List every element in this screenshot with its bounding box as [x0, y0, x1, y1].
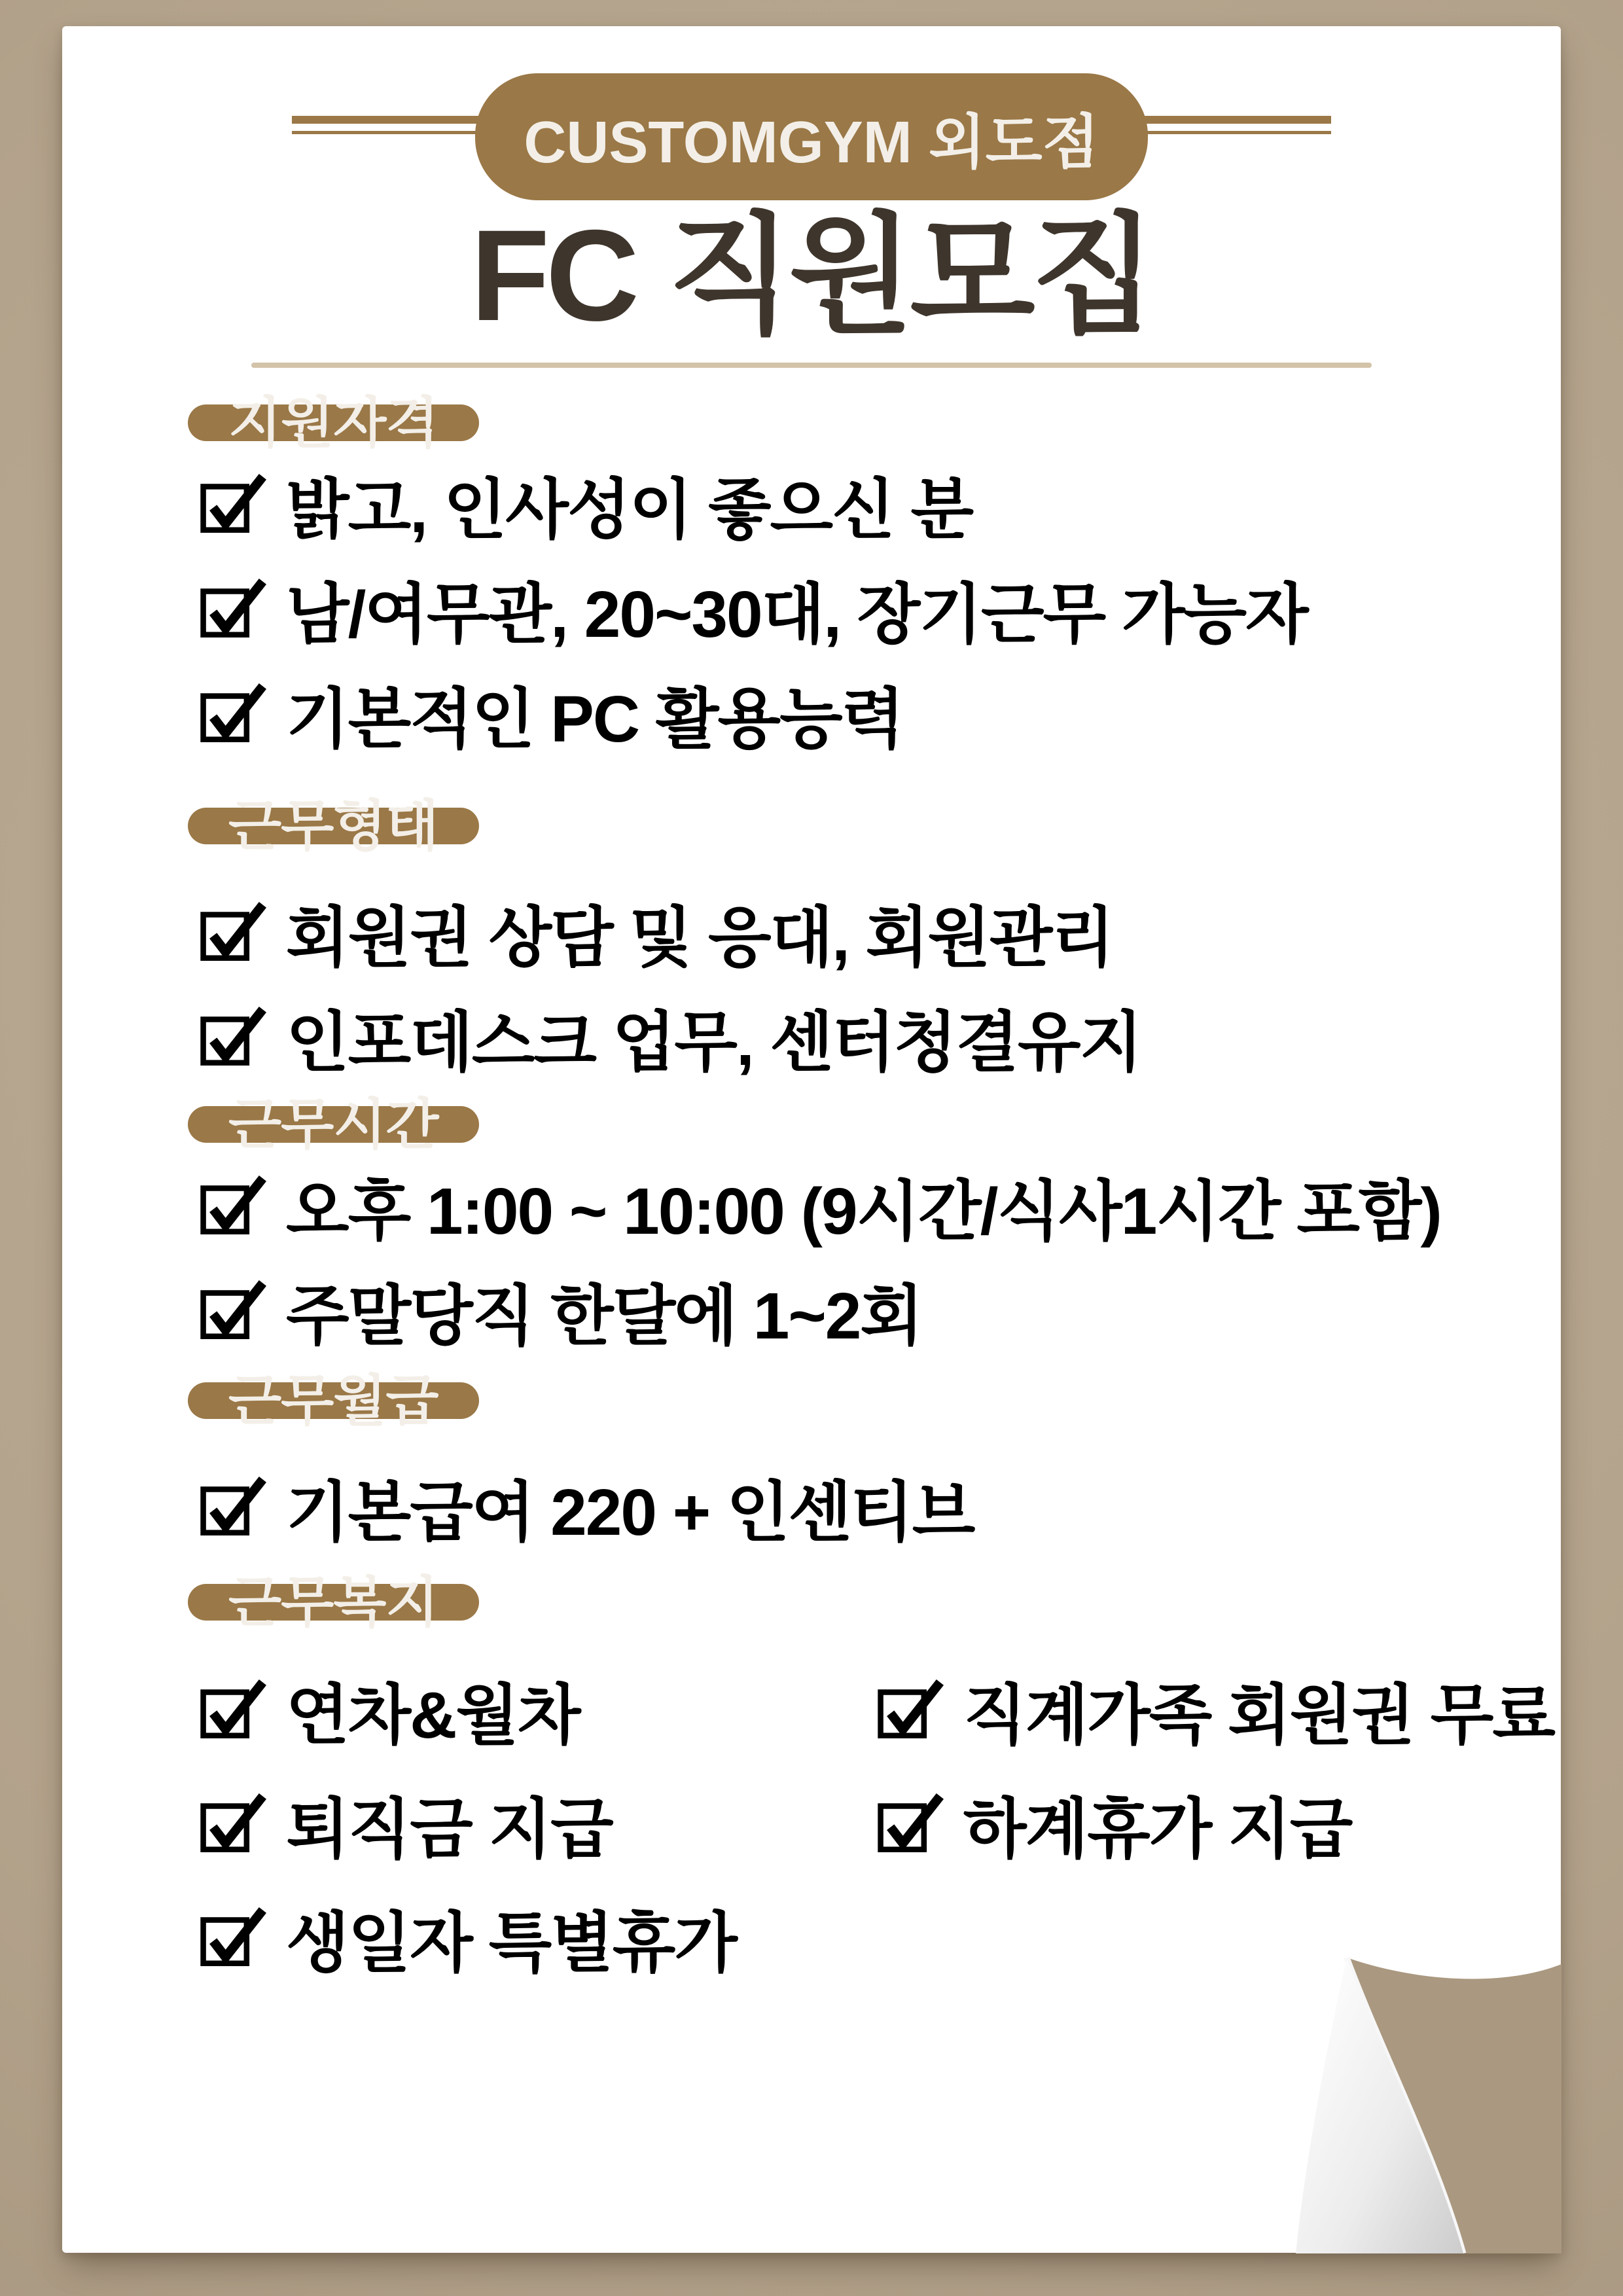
poster-paper [62, 26, 1561, 2253]
checklist-item [876, 1662, 1561, 1757]
checkbox-checked-icon [198, 1678, 268, 1741]
item-label: 하계휴가 지급 [963, 1792, 1352, 1866]
checkbox-checked-icon [876, 1792, 945, 1855]
checklist-work-type [62, 885, 1561, 1084]
item-label: 직계가족 회원권 무료 [963, 1678, 1554, 1752]
checklist-qualifications [62, 457, 1561, 761]
checkbox-checked-icon [198, 1174, 268, 1237]
checklist-item [198, 990, 1561, 1084]
checklist-item [198, 562, 1561, 656]
item-label: 퇴직금 지급 [286, 1792, 613, 1866]
checklist-salary [62, 1460, 1561, 1554]
checklist-item [198, 1890, 876, 1984]
checkbox-checked-icon [198, 1475, 268, 1538]
item-label: 주말당직 한달에 1~2회 [286, 1279, 922, 1353]
item-label: 밝고, 인사성이 좋으신 분 [286, 473, 973, 547]
section-pill-benefits: 근무복지 [188, 1584, 479, 1621]
item-label: 인포데스크 업무, 센터청결유지 [286, 1005, 1142, 1079]
checklist-item [198, 666, 1561, 761]
checklist-item [198, 1263, 1561, 1357]
checklist-item [198, 1460, 1561, 1554]
item-label: 오후 1:00 ~ 10:00 (9시간/식사1시간 포함) [286, 1174, 1441, 1248]
checkbox-checked-icon [198, 682, 268, 745]
checklist-item [198, 1662, 876, 1757]
checkbox-checked-icon [876, 1678, 945, 1741]
header-rule-right [1131, 116, 1331, 134]
header-rule-left [292, 116, 492, 134]
benefits-grid [198, 1662, 1561, 1984]
item-label: 회원권 상담 및 응대, 회원관리 [286, 901, 1114, 975]
checklist-item [198, 885, 1561, 979]
section-pill-qualifications: 지원자격 [188, 404, 479, 441]
checkbox-checked-icon [198, 473, 268, 535]
item-label: 남/여무관, 20~30대, 장기근무 가능자 [286, 577, 1308, 651]
checkbox-checked-icon [198, 901, 268, 963]
poster-header [62, 26, 1561, 200]
checkbox-checked-icon [198, 1792, 268, 1855]
checkbox-checked-icon [198, 577, 268, 640]
checkbox-checked-icon [198, 1279, 268, 1342]
checklist-item [198, 1776, 876, 1871]
item-label: 기본적인 PC 활용능력 [286, 682, 904, 756]
checklist-work-hours [62, 1158, 1561, 1357]
checkbox-checked-icon [198, 1005, 268, 1068]
brand-badge: CUSTOMGYM 외도점 [475, 73, 1147, 200]
item-label: 연차&월차 [286, 1678, 580, 1752]
checklist-item [198, 1158, 1561, 1253]
item-label: 기본급여 220 + 인센티브 [286, 1475, 974, 1549]
section-pill-work-hours: 근무시간 [188, 1106, 479, 1143]
section-pill-salary: 근무월급 [188, 1382, 479, 1419]
checklist-item [198, 457, 1561, 551]
checklist-item [876, 1776, 1561, 1871]
item-label: 생일자 특별휴가 [286, 1906, 736, 1980]
checkbox-checked-icon [198, 1906, 268, 1969]
page-title: FC 직원모집 [470, 203, 1153, 348]
section-pill-work-type: 근무형태 [188, 808, 479, 844]
title-divider [251, 363, 1372, 368]
page-curl [1279, 1945, 1561, 2253]
